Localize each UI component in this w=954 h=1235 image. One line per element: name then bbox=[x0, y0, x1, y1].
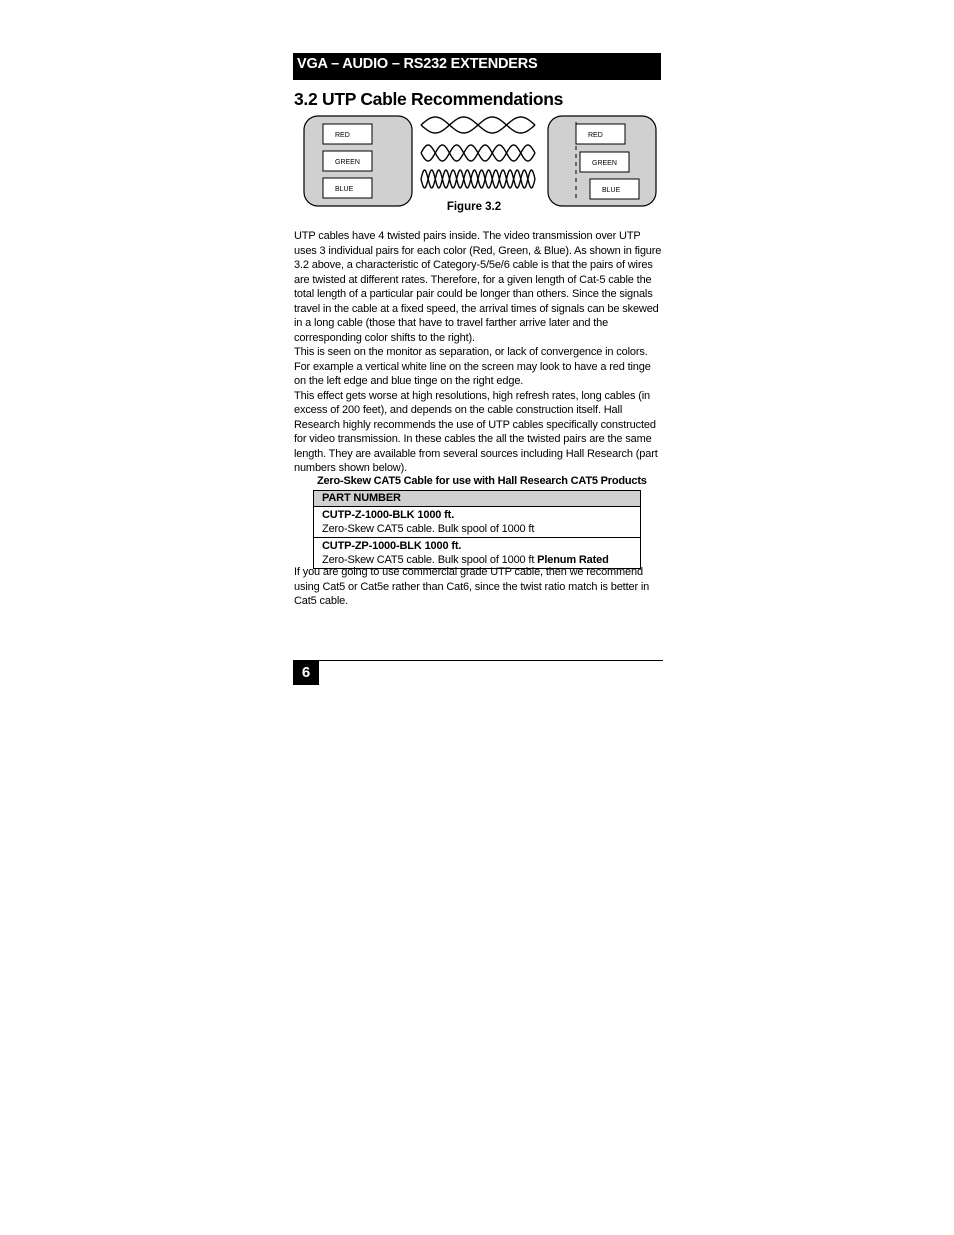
left-label-green: GREEN bbox=[335, 159, 360, 166]
page-number: 6 bbox=[293, 661, 319, 685]
part-number: CUTP-Z-1000-BLK 1000 ft. bbox=[322, 509, 455, 521]
part-number-table bbox=[313, 490, 641, 569]
figure-caption: Figure 3.2 bbox=[446, 201, 502, 213]
paragraph: This effect gets worse at high resolutions, high refresh rates, long cables (in excess of 200 feet), and depends on the cable construction itself. Hall Research highly recommends the use of UTP cables specifically constructed for video transmission. In these cables the all the twisted pairs are the same length. They are available from several sources including Hall Research (part numbers shown below). bbox=[294, 389, 658, 474]
twisted-pair-diagram bbox=[300, 112, 660, 212]
section-title: 3.2 UTP Cable Recommendations bbox=[294, 89, 564, 109]
part-description-text: Zero-Skew CAT5 cable. Bulk spool of 1000 ft bbox=[322, 523, 535, 535]
part-description-text: Zero-Skew CAT5 cable. Bulk spool of 1000 ft bbox=[322, 554, 538, 566]
part-note: Plenum Rated bbox=[537, 554, 609, 566]
left-label-red: RED bbox=[335, 132, 350, 139]
part-number: CUTP-ZP-1000-BLK 1000 ft. bbox=[322, 540, 462, 552]
twisted-wire bbox=[421, 170, 535, 188]
table-row bbox=[314, 507, 641, 538]
table-header-row bbox=[314, 491, 641, 507]
body-text bbox=[294, 229, 662, 476]
twisted-pair-waves bbox=[421, 117, 535, 188]
table-caption: Zero-Skew CAT5 Cable for use with Hall Research CAT5 Products bbox=[317, 475, 647, 487]
paragraph: UTP cables have 4 twisted pairs inside. The video transmission over UTP uses 3 individual pairs for each color (Red, Green, & Blue). As shown in figure 3.2 above, a characteristic of Category-5/5e/6 cable is that the pairs of wires are twisted at different rates. Therefore, for a given length of Cat-5 cable the total length of a particular pair could be longer than others. Since the signals travel in the cable at a fixed speed, the arrival times of signals can be skewed in a long cable (those that have to travel farther arrive later and the corresponding color shifts to the right). bbox=[294, 230, 662, 344]
header-bar bbox=[293, 53, 661, 80]
closing-text: If you are going to use commercial grade UTP cable, then we recommend using Cat5 or Cat5e rather than Cat6, since the twist ratio match is better in Cat5 cable. bbox=[294, 566, 650, 607]
figure-twisted-pairs bbox=[300, 112, 660, 212]
table-row bbox=[314, 538, 641, 569]
right-label-blue: BLUE bbox=[602, 187, 621, 194]
table-cell bbox=[314, 538, 641, 569]
part-description bbox=[322, 522, 640, 536]
left-label-blue: BLUE bbox=[335, 186, 354, 193]
table-header-cell: PART NUMBER bbox=[314, 491, 641, 507]
twisted-wire bbox=[421, 117, 535, 133]
table-cell bbox=[314, 507, 641, 538]
right-label-green: GREEN bbox=[592, 160, 617, 167]
footer-rule bbox=[293, 660, 663, 661]
header-title: VGA – AUDIO – RS232 EXTENDERS bbox=[297, 56, 538, 72]
paragraph: This is seen on the monitor as separation, or lack of convergence in colors. For example a vertical white line on the screen may look to have a red tinge on the left edge and blue tinge on the right edge. bbox=[294, 346, 651, 387]
right-label-red: RED bbox=[588, 132, 603, 139]
